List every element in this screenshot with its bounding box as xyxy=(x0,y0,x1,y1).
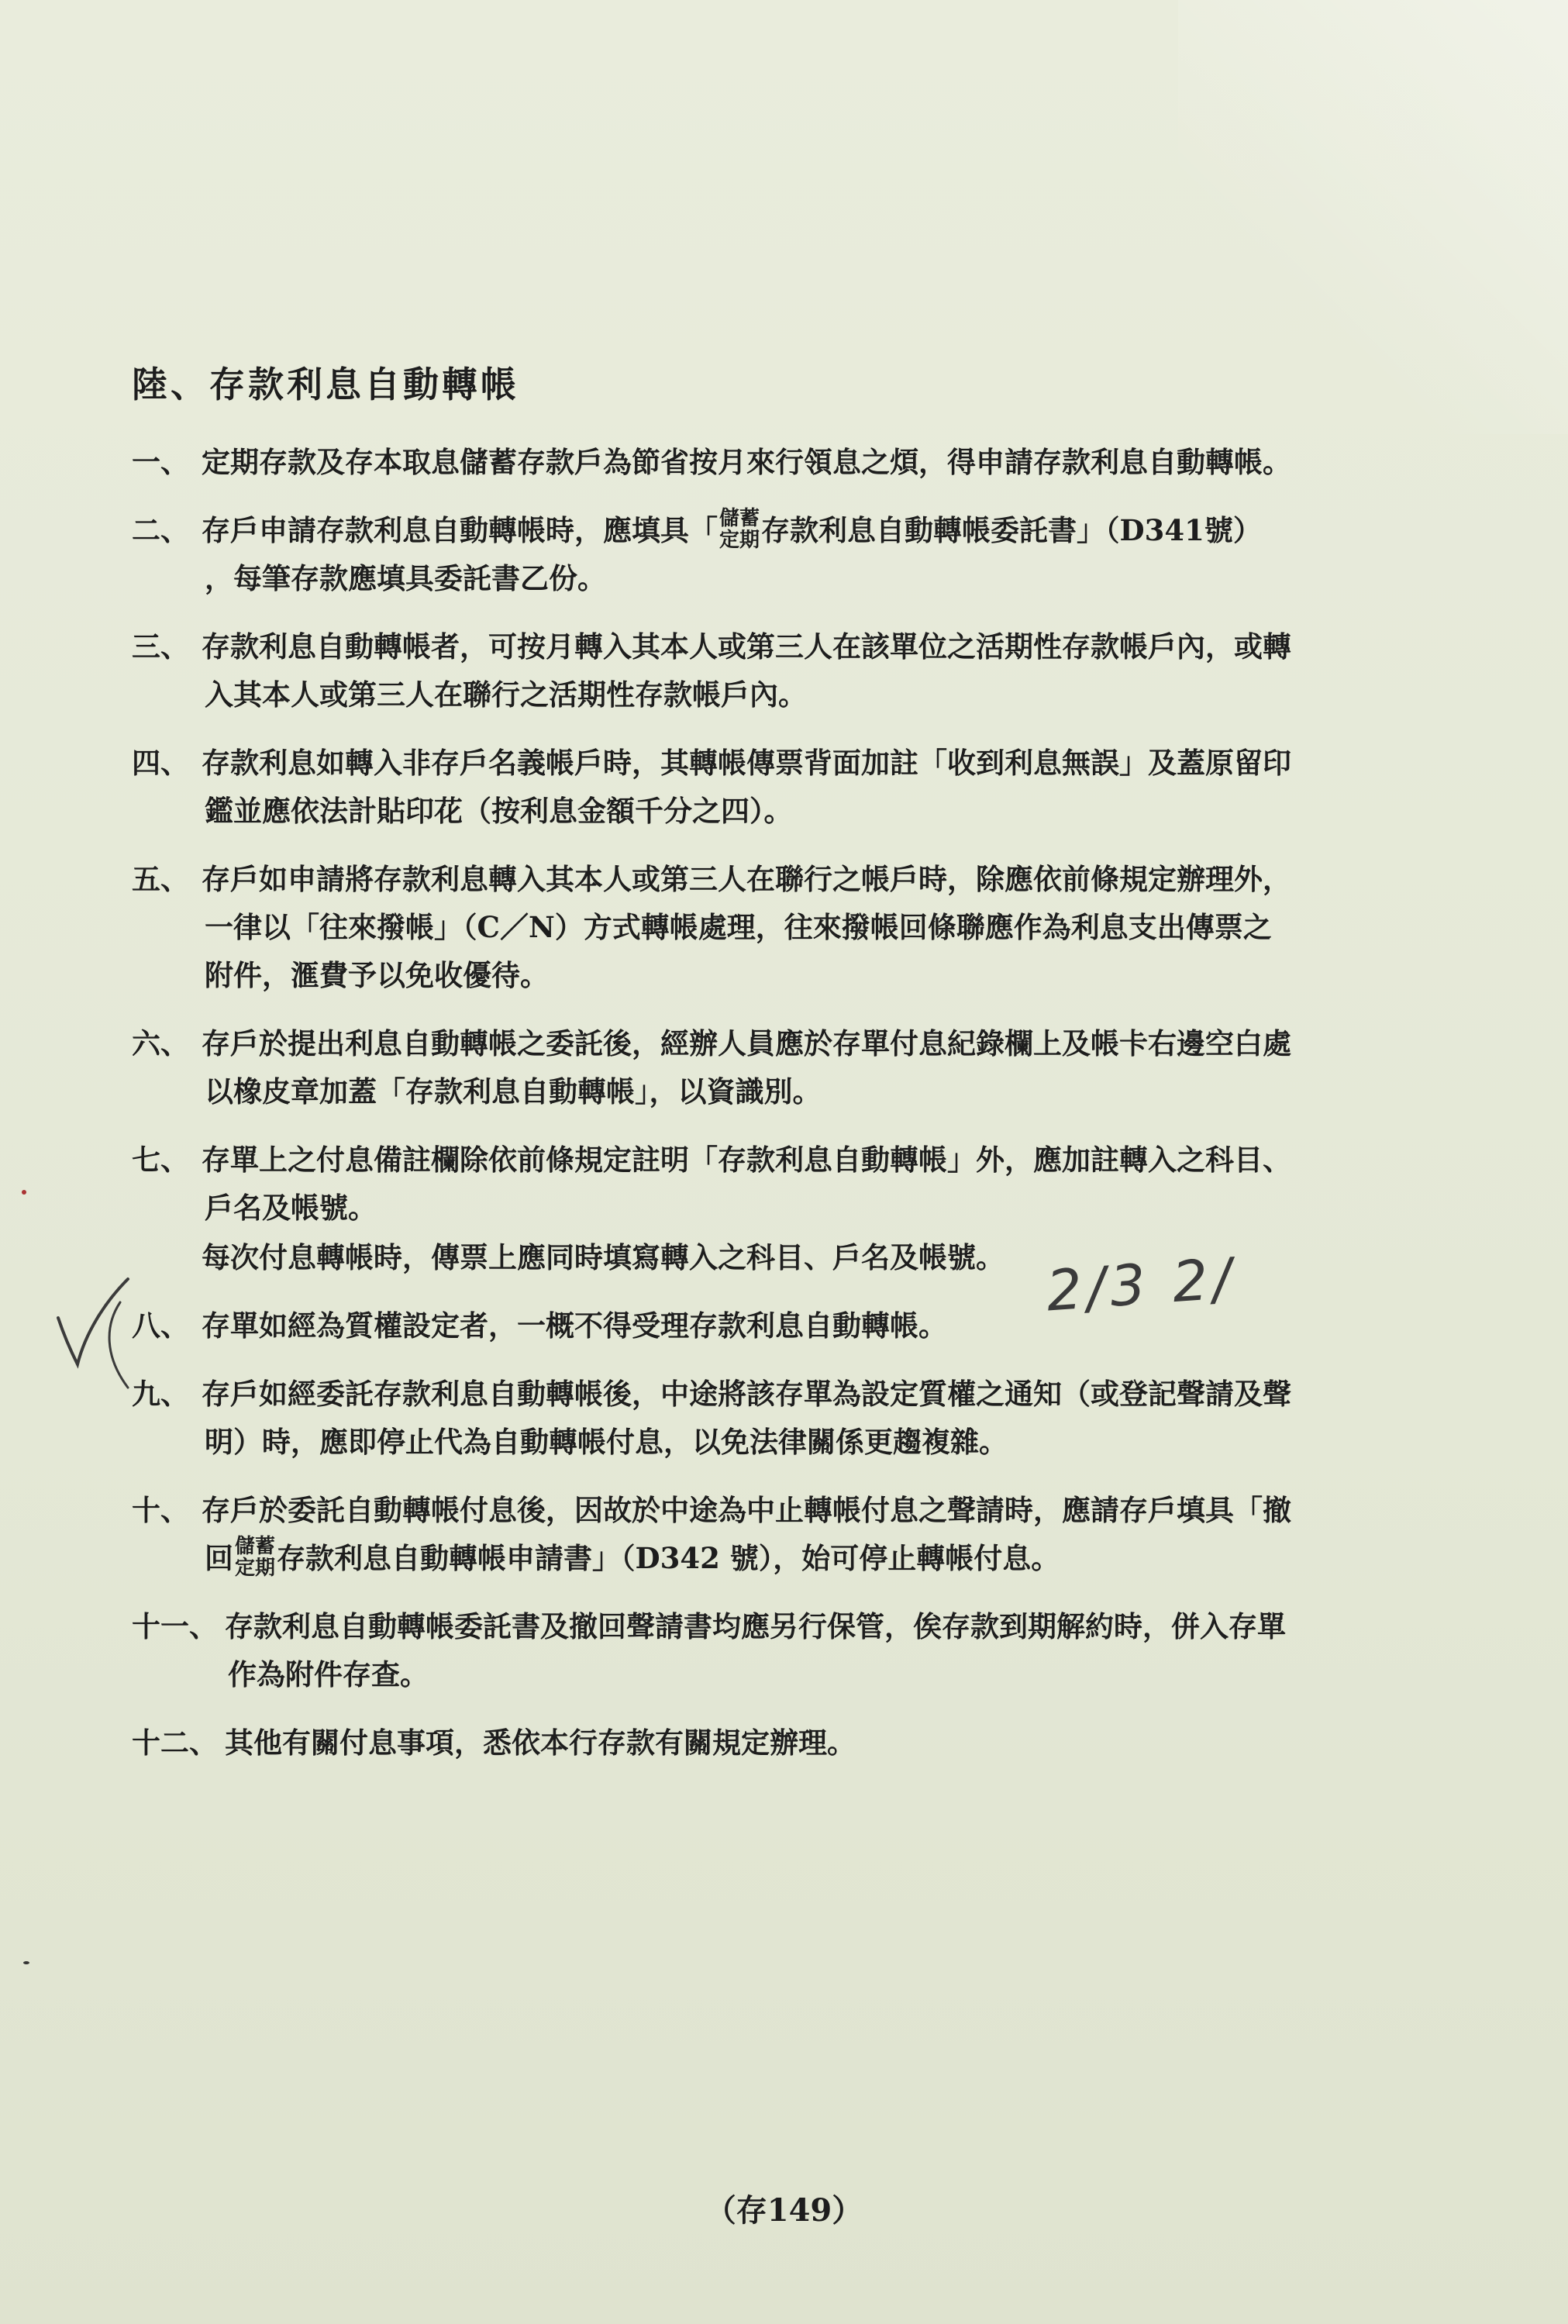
item-text: 存戶於提出利息自動轉帳之委託後，經辦人員應於存單付息紀錄欄上及帳卡右邊空白處 xyxy=(202,1026,1291,1060)
ink-speck xyxy=(23,1961,29,1964)
list-item xyxy=(132,1019,1426,1115)
item-text: 以橡皮章加蓋「存款利息自動轉帳」，以資識別。 xyxy=(205,1074,822,1109)
item-number: 八、 xyxy=(132,1309,189,1343)
item-number: 四、 xyxy=(132,746,189,780)
item-number: 二、 xyxy=(132,513,189,547)
item-text: ，每筆存款應填具委託書乙份。 xyxy=(205,561,606,595)
item-text: 戶名及帳號。 xyxy=(205,1191,377,1225)
item-number: 九、 xyxy=(132,1377,189,1411)
regulation-list xyxy=(132,438,1426,1787)
item-number: 十一、 xyxy=(132,1609,218,1643)
item-text: 存款利息自動轉帳委託書及撤回聲請書均應另行保管，俟存款到期解約時，併入存單 xyxy=(225,1609,1286,1643)
item-text: 存單上之付息備註欄除依前條規定註明「存款利息自動轉帳」外，應加註轉入之科目、 xyxy=(202,1143,1291,1177)
item-text: 存單如經為質權設定者，一概不得受理存款利息自動轉帳。 xyxy=(202,1309,947,1343)
item-number: 七、 xyxy=(132,1143,189,1177)
item-number: 六、 xyxy=(132,1026,189,1060)
item-text: 作為附件存查。 xyxy=(228,1657,429,1691)
list-item xyxy=(132,1602,1426,1698)
stacked-annotation: 儲蓄 定期 xyxy=(719,506,760,552)
item-text: 存戶如經委託存款利息自動轉帳後，中途將該存單為設定質權之通知（或登記聲請及聲 xyxy=(202,1377,1291,1411)
red-ink-speck xyxy=(22,1190,26,1195)
paper-fold-shading xyxy=(1178,0,1568,434)
item-text: 回 儲蓄 定期 存款利息自動轉帳申請書」（D342 號），始可停止轉帳付息。 xyxy=(205,1534,1060,1580)
item-text: 附件，滙費予以免收優待。 xyxy=(205,958,549,992)
item-text: 存款利息如轉入非存戶名義帳戶時，其轉帳傳票背面加註「收到利息無誤」及蓋原留印 xyxy=(202,746,1291,780)
item-note: 每次付息轉帳時，傳票上應同時填寫轉入之科目、戶名及帳號。 xyxy=(202,1240,1005,1274)
item-text: 存款利息自動轉帳者，可按月轉入其本人或第三人在該單位之活期性存款帳戶內，或轉 xyxy=(202,629,1291,664)
item-text: 一律以「往來撥帳」（C／N）方式轉帳處理，往來撥帳回條聯應作為利息支出傳票之 xyxy=(205,910,1272,944)
item-number: 五、 xyxy=(132,862,189,896)
list-item xyxy=(132,622,1426,719)
list-item xyxy=(132,506,1426,602)
stacked-annotation: 儲蓄 定期 xyxy=(235,1534,276,1580)
list-item xyxy=(132,438,1426,486)
list-item xyxy=(132,1719,1426,1767)
item-number: 十、 xyxy=(132,1493,189,1527)
item-number: 一、 xyxy=(132,445,189,479)
list-item xyxy=(132,855,1426,999)
item-text: 存戶申請存款利息自動轉帳時，應填具「 儲蓄 定期 存款利息自動轉帳委託書」（D341號） xyxy=(202,506,1262,552)
page-number: （存149） xyxy=(705,2192,863,2229)
item-text: 明）時，應即停止代為自動轉帳付息，以免法律關係更趨複雜。 xyxy=(205,1425,1008,1459)
handwritten-check-icon xyxy=(43,1271,136,1395)
item-text: 存戶如申請將存款利息轉入其本人或第三人在聯行之帳戶時，除應依前條規定辦理外， xyxy=(202,862,1291,896)
item-text: 其他有關付息事項，悉依本行存款有關規定辦理。 xyxy=(225,1726,856,1760)
list-item xyxy=(132,1486,1426,1582)
list-item xyxy=(132,739,1426,835)
item-text: 定期存款及存本取息儲蓄存款戶為節省按月來行領息之煩，得申請存款利息自動轉帳。 xyxy=(202,445,1291,479)
item-text: 存戶於委託自動轉帳付息後，因故於中途為中止轉帳付息之聲請時，應請存戶填具「撤 xyxy=(202,1493,1291,1527)
item-number: 十二、 xyxy=(132,1726,218,1760)
list-item xyxy=(132,1370,1426,1466)
handwritten-annotation: 2/3 2/ xyxy=(1044,1245,1239,1324)
item-text: 入其本人或第三人在聯行之活期性存款帳戶內。 xyxy=(205,678,807,712)
section-title: 陸、存款利息自動轉帳 xyxy=(132,364,519,405)
item-number: 三、 xyxy=(132,629,189,664)
item-text: 鑑並應依法計貼印花（按利息金額千分之四）。 xyxy=(205,794,793,828)
